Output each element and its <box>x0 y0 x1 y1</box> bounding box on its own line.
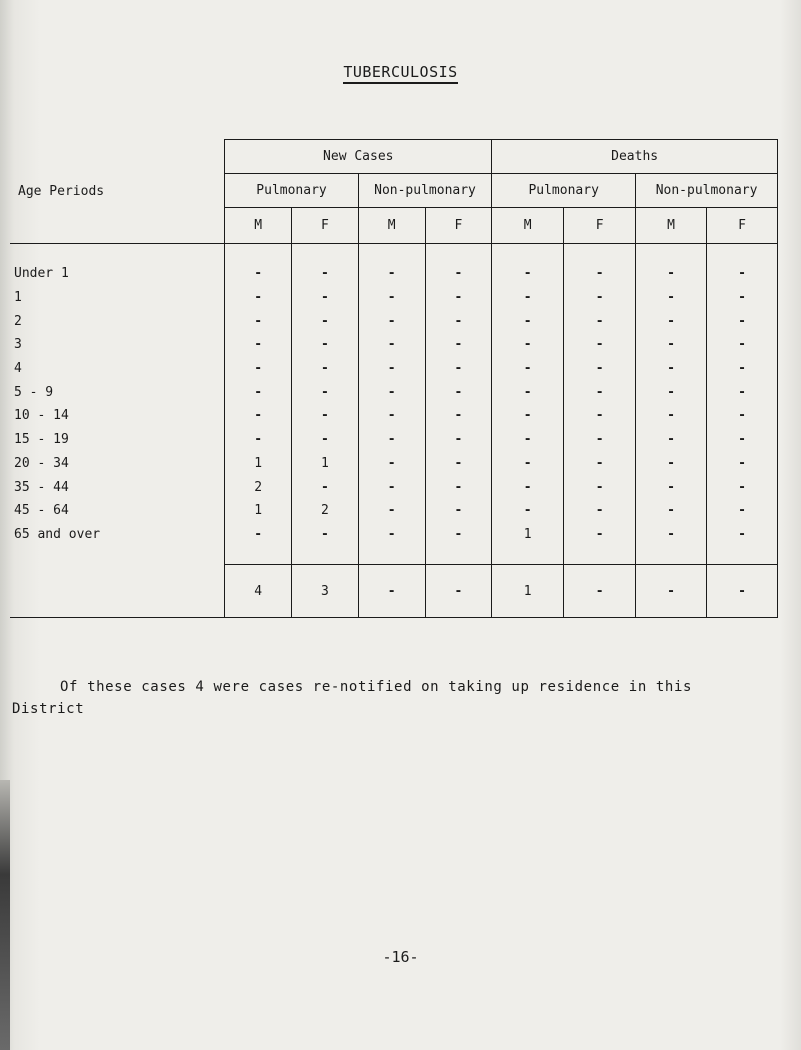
total-cell: 4 <box>225 565 292 618</box>
value-cell: - <box>636 309 707 333</box>
value-cell: - <box>636 357 707 381</box>
sex-header-m: M <box>225 208 292 244</box>
value-cell: - <box>425 333 492 357</box>
page-number: -16- <box>382 948 419 966</box>
table-row <box>10 333 778 357</box>
table-row <box>10 428 778 452</box>
value-cell: - <box>707 404 778 428</box>
value-cell: - <box>636 262 707 286</box>
total-cell: - <box>707 565 778 618</box>
footnote-line-2: District <box>12 701 85 717</box>
value-cell: - <box>564 309 636 333</box>
sex-header-m: M <box>636 208 707 244</box>
table-row <box>10 499 778 523</box>
value-cell: 1 <box>225 499 292 523</box>
death-non-pulmonary-header: Non-pulmonary <box>636 174 778 208</box>
value-cell: - <box>358 475 425 499</box>
total-cell: - <box>358 565 425 618</box>
value-cell: - <box>225 523 292 547</box>
value-cell: - <box>425 499 492 523</box>
value-cell: - <box>292 286 359 310</box>
footnote <box>12 676 760 720</box>
value-cell: - <box>292 523 359 547</box>
value-cell: - <box>564 286 636 310</box>
sex-header-f: F <box>564 208 636 244</box>
value-cell: - <box>425 428 492 452</box>
value-cell: - <box>492 262 564 286</box>
sex-header-m: M <box>492 208 564 244</box>
value-cell: - <box>292 333 359 357</box>
value-cell: - <box>492 286 564 310</box>
value-cell: - <box>564 499 636 523</box>
value-cell: - <box>707 286 778 310</box>
value-cell: - <box>225 286 292 310</box>
value-cell: - <box>292 428 359 452</box>
value-cell: - <box>292 404 359 428</box>
value-cell: - <box>425 286 492 310</box>
table-row <box>10 380 778 404</box>
value-cell: - <box>564 333 636 357</box>
value-cell: - <box>358 309 425 333</box>
table-row <box>10 309 778 333</box>
value-cell: - <box>564 523 636 547</box>
value-cell: - <box>564 262 636 286</box>
footnote-line-1: Of these cases 4 were cases re-notified on taking up residence in this <box>60 679 693 695</box>
value-cell: - <box>636 404 707 428</box>
value-cell: 1 <box>225 452 292 476</box>
value-cell: - <box>425 523 492 547</box>
value-cell: - <box>564 452 636 476</box>
total-cell: - <box>425 565 492 618</box>
value-cell: - <box>425 452 492 476</box>
deaths-header: Deaths <box>492 140 778 174</box>
value-cell: - <box>707 523 778 547</box>
table-row <box>10 404 778 428</box>
value-cell: - <box>225 309 292 333</box>
value-cell: - <box>707 262 778 286</box>
value-cell: - <box>492 428 564 452</box>
value-cell: - <box>636 452 707 476</box>
value-cell: - <box>358 428 425 452</box>
value-cell: - <box>636 523 707 547</box>
value-cell: - <box>636 428 707 452</box>
value-cell: - <box>358 380 425 404</box>
value-cell: - <box>707 357 778 381</box>
value-cell: - <box>564 380 636 404</box>
age-period-cell: 3 <box>14 337 22 353</box>
new-non-pulmonary-header: Non-pulmonary <box>358 174 491 208</box>
age-period-cell: 15 - 19 <box>14 432 69 448</box>
table-row <box>10 357 778 381</box>
value-cell: - <box>225 333 292 357</box>
age-period-cell: 35 - 44 <box>14 479 69 495</box>
totals-row <box>10 565 778 618</box>
value-cell: - <box>358 333 425 357</box>
value-cell: - <box>358 499 425 523</box>
new-pulmonary-header: Pulmonary <box>225 174 358 208</box>
value-cell: 2 <box>292 499 359 523</box>
value-cell: - <box>292 309 359 333</box>
value-cell: - <box>425 475 492 499</box>
value-cell: - <box>425 404 492 428</box>
value-cell: - <box>425 380 492 404</box>
value-cell: - <box>636 286 707 310</box>
sex-header-m: M <box>358 208 425 244</box>
table-row <box>10 262 778 286</box>
value-cell: - <box>425 309 492 333</box>
value-cell: - <box>292 262 359 286</box>
sex-header-f: F <box>425 208 492 244</box>
death-pulmonary-header: Pulmonary <box>492 174 636 208</box>
value-cell: - <box>492 452 564 476</box>
value-cell: - <box>707 428 778 452</box>
value-cell: - <box>492 333 564 357</box>
value-cell: - <box>425 262 492 286</box>
value-cell: - <box>225 357 292 381</box>
value-cell: - <box>225 428 292 452</box>
value-cell: - <box>358 523 425 547</box>
age-periods-header: Age Periods <box>10 140 225 244</box>
value-cell: - <box>425 357 492 381</box>
scan-binding-edge <box>0 780 10 1050</box>
value-cell: - <box>564 357 636 381</box>
new-cases-header: New Cases <box>225 140 492 174</box>
value-cell: - <box>492 475 564 499</box>
age-period-cell: 2 <box>14 313 22 329</box>
age-period-cell: Under 1 <box>14 266 69 282</box>
value-cell: - <box>636 380 707 404</box>
value-cell: - <box>358 357 425 381</box>
total-cell: 1 <box>492 565 564 618</box>
value-cell: - <box>564 428 636 452</box>
value-cell: - <box>292 380 359 404</box>
totals-label-cell <box>10 565 225 618</box>
age-period-cell: 4 <box>14 361 22 377</box>
value-cell: - <box>707 475 778 499</box>
sex-header-f: F <box>707 208 778 244</box>
value-cell: - <box>492 357 564 381</box>
value-cell: - <box>492 499 564 523</box>
value-cell: - <box>492 404 564 428</box>
value-cell: 2 <box>225 475 292 499</box>
value-cell: - <box>358 404 425 428</box>
value-cell: - <box>225 380 292 404</box>
value-cell: - <box>358 452 425 476</box>
value-cell: - <box>358 286 425 310</box>
total-cell: - <box>564 565 636 618</box>
value-cell: - <box>358 262 425 286</box>
age-period-cell: 5 - 9 <box>14 384 54 400</box>
page-title <box>0 63 801 81</box>
value-cell: - <box>225 262 292 286</box>
value-cell: - <box>292 357 359 381</box>
table-row <box>10 475 778 499</box>
value-cell: - <box>707 452 778 476</box>
sex-header-f: F <box>292 208 359 244</box>
value-cell: - <box>636 499 707 523</box>
value-cell: - <box>564 475 636 499</box>
table-body <box>10 262 778 546</box>
value-cell: - <box>636 333 707 357</box>
value-cell: - <box>292 475 359 499</box>
age-period-cell: 10 - 14 <box>14 408 69 424</box>
age-period-cell: 65 and over <box>14 526 101 542</box>
value-cell: - <box>492 309 564 333</box>
value-cell: 1 <box>292 452 359 476</box>
value-cell: - <box>707 380 778 404</box>
title-text: TUBERCULOSIS <box>343 63 457 84</box>
value-cell: - <box>707 499 778 523</box>
age-period-cell: 1 <box>14 290 22 306</box>
age-period-cell: 45 - 64 <box>14 503 69 519</box>
value-cell: - <box>492 380 564 404</box>
value-cell: - <box>707 333 778 357</box>
value-cell: - <box>225 404 292 428</box>
total-cell: - <box>636 565 707 618</box>
value-cell: - <box>636 475 707 499</box>
total-cell: 3 <box>292 565 359 618</box>
table-row <box>10 452 778 476</box>
table-row <box>10 286 778 310</box>
tuberculosis-table <box>10 139 778 618</box>
table-row <box>10 523 778 547</box>
value-cell: - <box>707 309 778 333</box>
value-cell: 1 <box>492 523 564 547</box>
age-period-cell: 20 - 34 <box>14 455 69 471</box>
value-cell: - <box>564 404 636 428</box>
